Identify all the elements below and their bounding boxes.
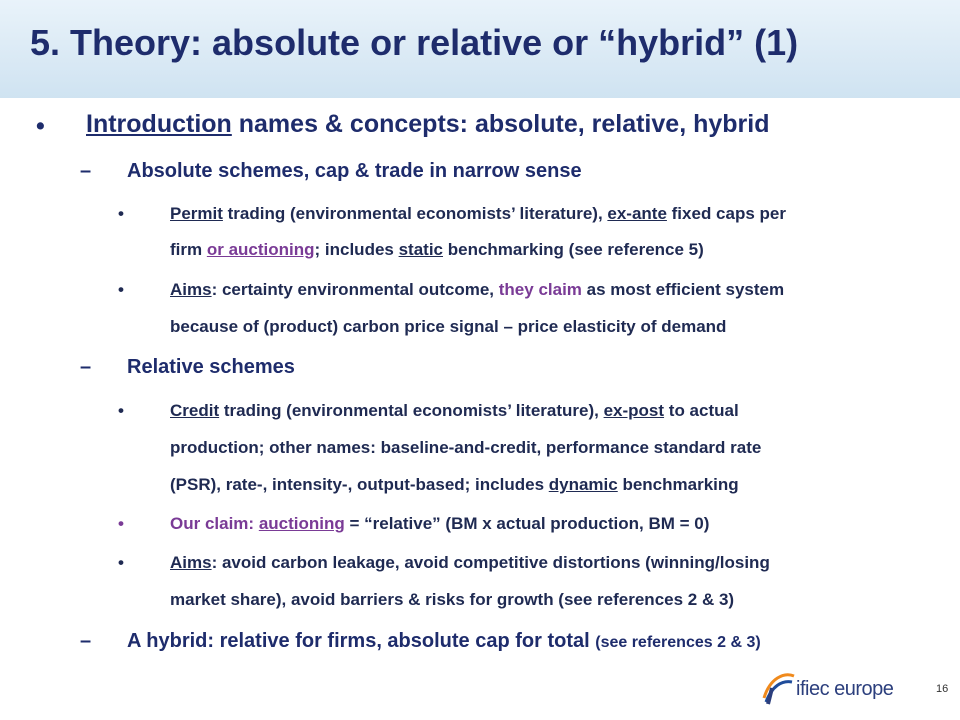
our-claim-line: Our claim: auctioning = “relative” (BM x actual production, BM = 0)	[170, 514, 710, 533]
credit-line-3: (PSR), rate-, intensity-, output-based; includes dynamic benchmarking	[170, 475, 739, 494]
intro-line: Introduction names & concepts: absolute, relative, hybrid	[86, 110, 770, 138]
aims-relative-line-2: market share), avoid barriers & risks for growth (see references 2 & 3)	[170, 590, 735, 609]
bullet-marker: •	[118, 401, 124, 420]
absolute-schemes-heading: Absolute schemes, cap & trade in narrow sense	[127, 160, 582, 182]
aims-absolute-line-2: because of (product) carbon price signal – price elasticity of demand	[170, 317, 727, 336]
bullet-marker: •	[118, 204, 124, 223]
credit-line-1: Credit trading (environmental economists’ literature), ex-post to actual	[170, 401, 739, 420]
hybrid-line: A hybrid: relative for firms, absolute cap for total (see references 2 & 3)	[127, 630, 761, 652]
bullet-marker: •	[118, 553, 124, 572]
permit-line-2: firm or auctioning; includes static benchmarking (see reference 5)	[170, 240, 704, 259]
bullet-marker: •	[118, 514, 124, 533]
logo-text: ifiec europe	[796, 678, 894, 700]
bullet-marker: •	[36, 112, 45, 140]
intro-link: Introduction	[86, 110, 232, 138]
dash-marker: –	[80, 160, 92, 182]
dash-marker: –	[80, 630, 92, 652]
bullet-marker: •	[118, 280, 124, 299]
dash-marker: –	[80, 356, 92, 378]
page-number: 16	[936, 683, 949, 695]
ifiec-logo	[758, 668, 908, 708]
ifiec-logo-icon	[758, 668, 798, 708]
slide-title: 5. Theory: absolute or relative or “hybrid” (1)	[30, 22, 799, 63]
credit-line-2: production; other names: baseline-and-credit, performance standard rate	[170, 438, 762, 457]
aims-relative-line-1: Aims: avoid carbon leakage, avoid competitive distortions (winning/losing	[170, 553, 770, 572]
permit-line-1: Permit trading (environmental economists’ literature), ex-ante fixed caps per	[170, 204, 786, 223]
relative-schemes-heading: Relative schemes	[127, 356, 295, 378]
aims-absolute-line-1: Aims: certainty environmental outcome, they claim as most efficient system	[170, 280, 785, 299]
